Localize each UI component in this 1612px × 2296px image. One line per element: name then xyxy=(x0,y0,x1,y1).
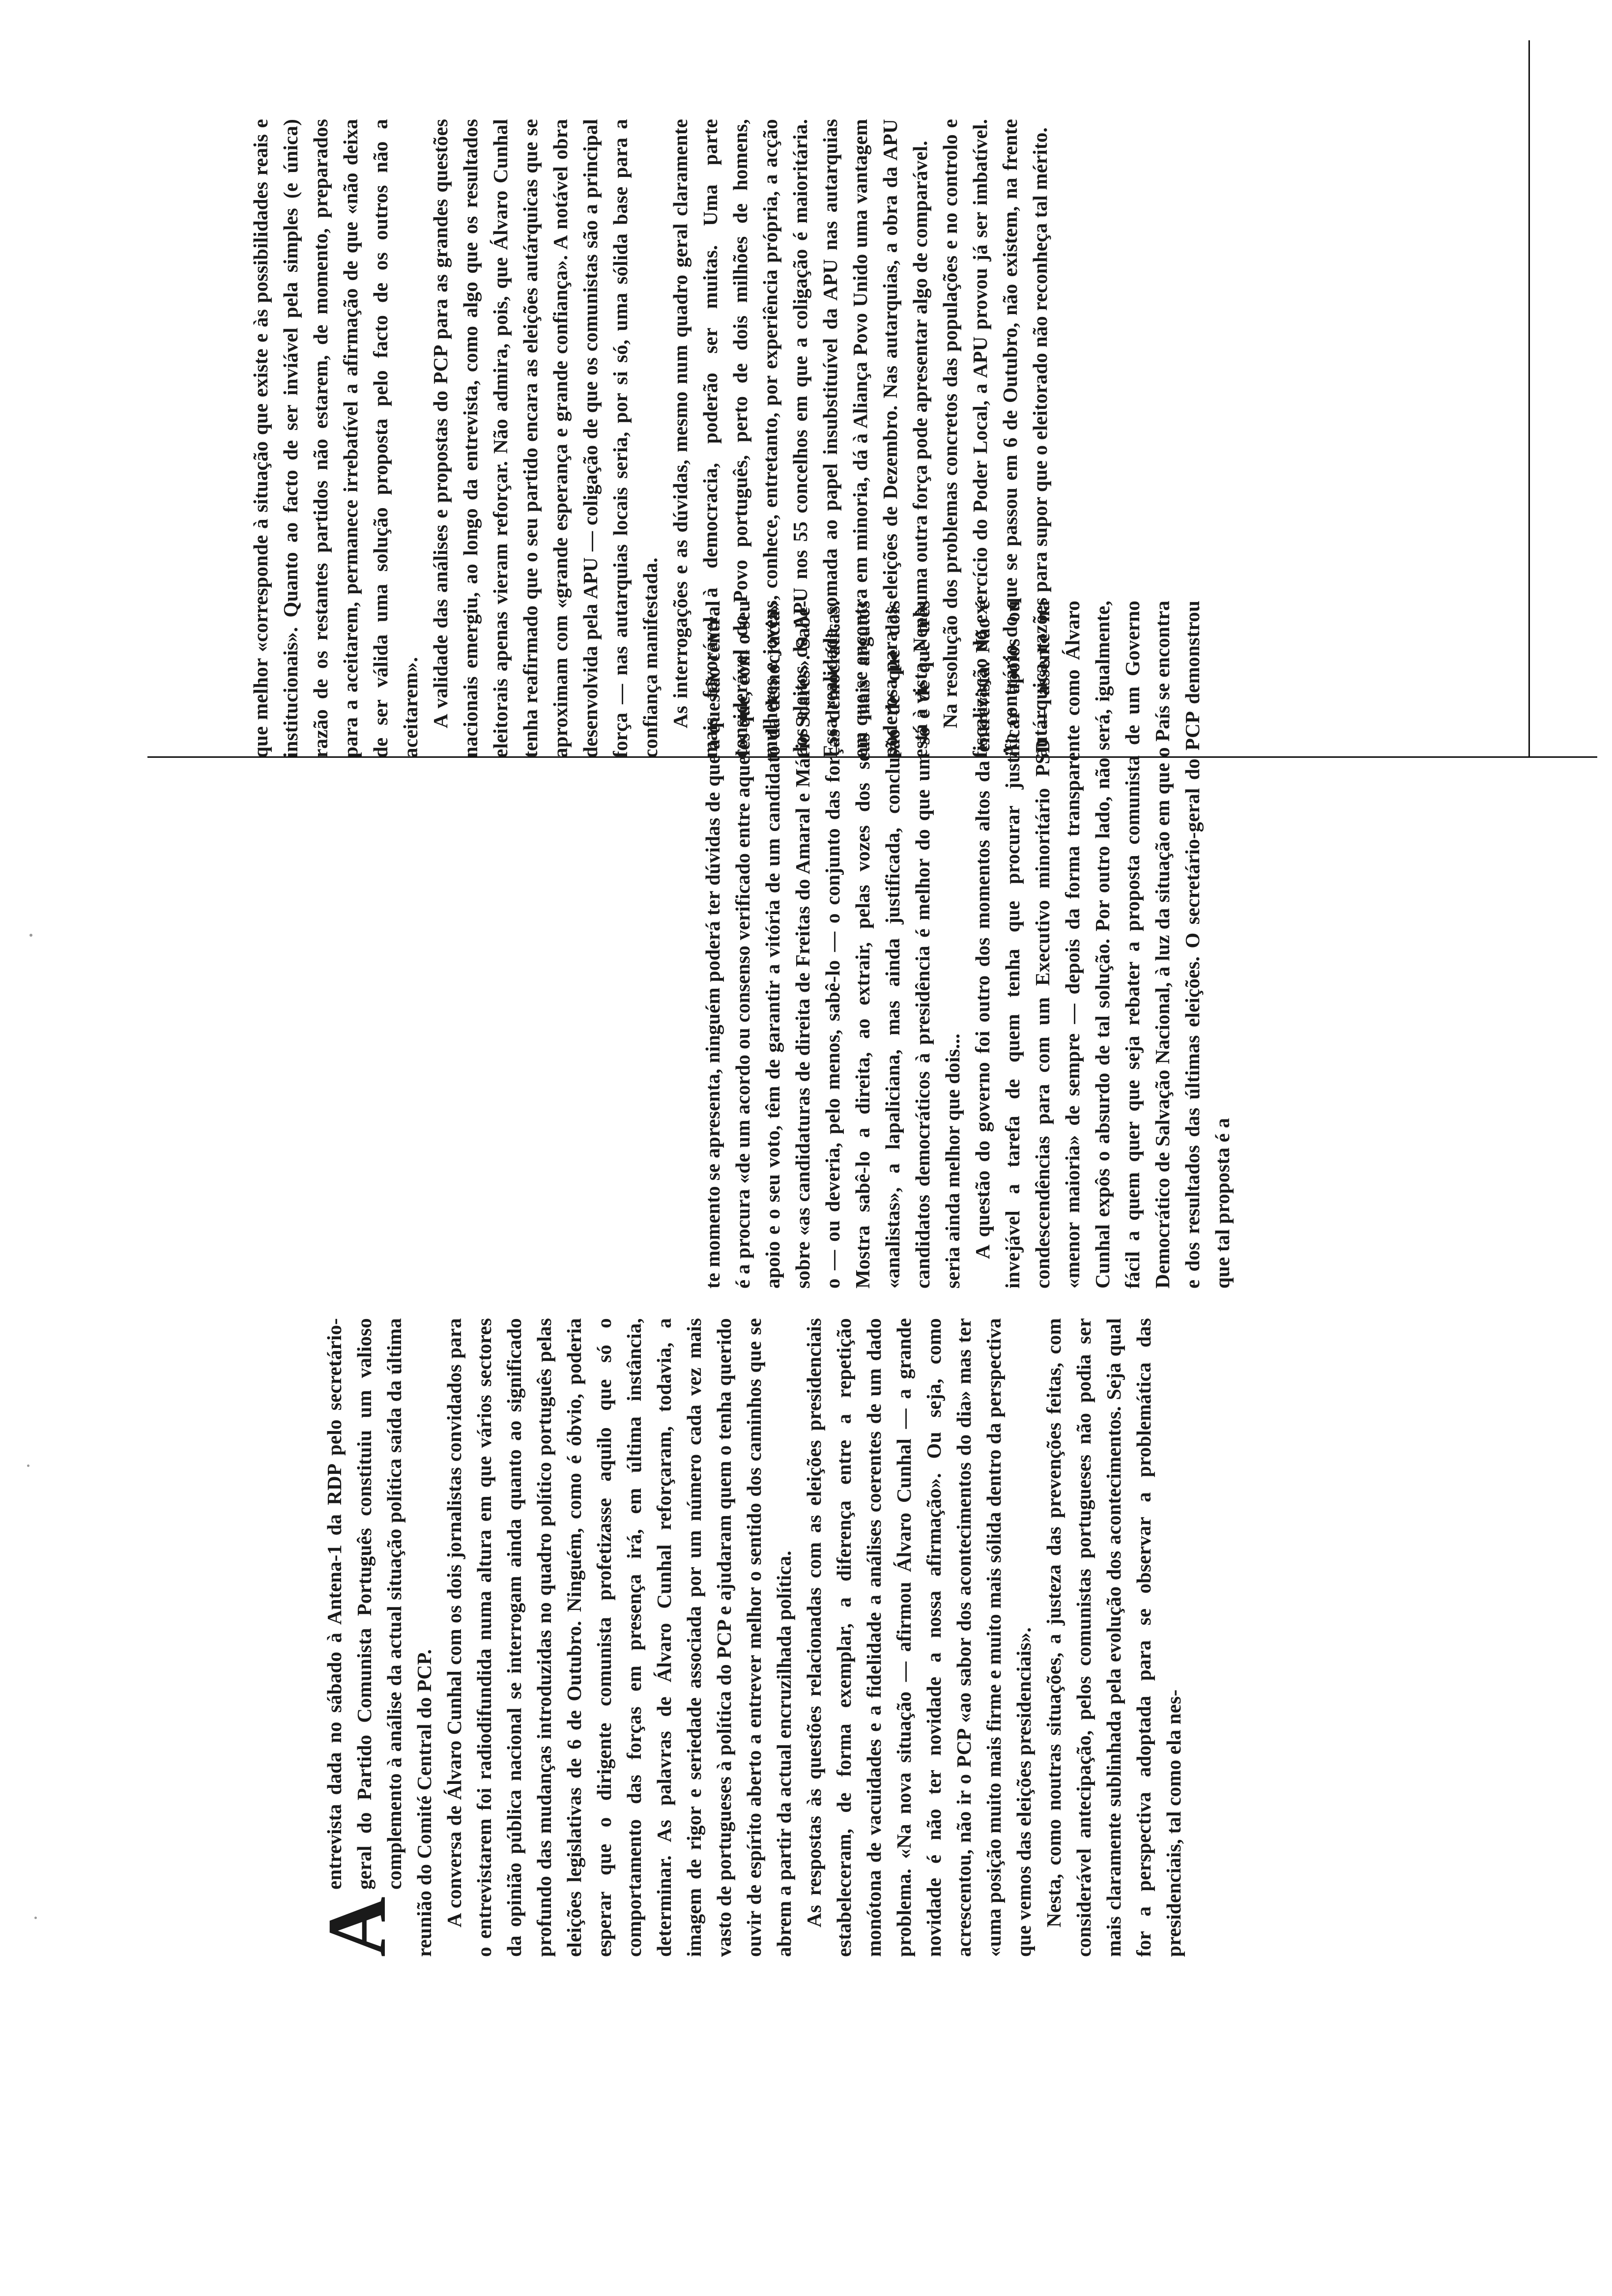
paragraph: As respostas às questões relacionadas com as eleições presidenciais estabeleceram, de forma exemplar, a diferença entre a repetição monótona de vacuidades e a fidelidade a análises coerentes de um dado problema. «Na nova situação — afirmou Álvaro Cunhal — a grande novidade é não ter novidade a nossa afirmação». Ou seja, como acrescentou, não ir o PCP «ao sabor dos acontecimentos do dia» mas ter «uma posição muito mais firme e muito mais sólida dentro da perspectiva que vemos das eleições presidenciais». xyxy=(803,1318,1035,1957)
article-column-1 xyxy=(311,1318,1189,1957)
paragraph-text: entrevista dada no sábado à Antena-1 da RDP pelo secretário-geral do Partido Comunista Português constituiu um valioso complemento à análise da actual situação política saída da última reunião do Comité Central do PCP. xyxy=(323,1318,435,1957)
paragraph: Nesta, como noutras situações, a justeza das prevenções feitas, com considerável antecipação, pelos comunistas portugueses não podia ser mais claramente sublinhada pela evolução dos acontecimentos. Seja qual for a perspectiva adoptada para se observar a problemática das presidenciais, tal como ela nes- xyxy=(1042,1318,1185,1957)
paragraph xyxy=(311,1318,439,1957)
paragraph: A validade das análises e propostas do PCP para as grandes questões nacionais emergiu, ao longo da entrevista, como algo que os resultados eleitorais apenas vieram reforçar. Não admira, pois, que Álvaro Cunhal tenha reafirmado que o seu partido encara as eleições autárquicas que se aproximam com «grande esperança e grande confiança». A notável obra desenvolvida pela APU — coligação de que os comunistas são a principal força — nas autarquias locais seria, por si só, uma sólida base para a confiança manifestada. xyxy=(429,119,662,758)
paragraph: te momento se apresenta, ninguém poderá ter dúvidas de que a questão central é a procura «de um acordo ou consenso verificado entre aqueles que, com o seu apoio e o seu voto, têm de garantir a vitória de um candidato da democracia» sobre «as candidaturas de direita de Freitas do Amaral e Mário Soares». Sabe-o — ou deveria, pelo menos, sabê-lo — o conjunto das forças democráticas. Mostra sabê-lo a direita, ao extrair, pelas vozes dos seus mais argutos «analistas», a lapaliciana, mas ainda justificada, conclusão de que dois candidatos democráticos à presidência é melhor do que um só e de que três seria ainda melhor que dois... xyxy=(701,601,964,1289)
paragraph: que melhor «corresponde à situação que existe e às possibilidades reais e institucionais». Quanto ao facto de ser inviável pela simples (e única) razão de os restantes partidos não estarem, de momento, preparados para a aceitarem, permanece irrebatível a afirmação de que «não deixa de ser válida uma solução proposta pelo facto de os outros não a aceitarem». xyxy=(249,119,422,758)
article-column-3 xyxy=(246,119,1055,758)
scan-speck xyxy=(34,1917,37,1919)
scan-speck xyxy=(27,1464,29,1467)
bottom-rule xyxy=(1528,40,1530,758)
paragraph: As interrogações e as dúvidas, mesmo num quadro geral claramente mais favorável à democracia, poderão ser muitas. Uma parte considerável do Povo português, perto de dois milhões de homens, mulheres e jovens, conhece, entretanto, por experiência própria, a acção dos eleitos da APU nos 55 concelhos em que a coligação é maioritária. Essa realidade, somada ao papel insubstituível da APU nas autarquias em que se encontra em minoria, dá à Aliança Povo Unido uma vantagem poderosa para as eleições de Dezembro. Nas autarquias, a obra da APU está à vista. Nenhuma outra força pode apresentar algo de comparável. xyxy=(669,119,931,758)
paragraph: A questão do governo foi outro dos momentos altos da entrevista. Não é invejável a tarefa de quem tenha que procurar justificar apoios ou condescendências para com um Executivo minoritário PSD — assente na «menor maioria» de sempre — depois da forma transparente como Álvaro Cunhal expôs o absurdo de tal solução. Por outro lado, não será, igualmente, fácil a quem quer que seja rebater a proposta comunista de um Governo Democrático de Salvação Nacional, à luz da situação em que o País se encontra e dos resultados das últimas eleições. O secretário-geral do PCP demonstrou que tal proposta é a xyxy=(971,601,1234,1289)
paragraph: Na resolução dos problemas concretos das populações e no controlo e fiscalização do exercício do Poder Local, a APU provou já ser imbatível. Ao contrário do que se passou em 6 de Outubro, não existem, na frente autárquica, razões para supor que o eleitorado não reconheça tal mérito. xyxy=(939,119,1051,758)
paragraph: A conversa de Álvaro Cunhal com os dois jornalistas convidados para o entrevistarem foi radiodifundida numa altura em que vários sectores da opinião pública nacional se interrogam ainda quanto ao significado profundo das mudanças introduzidas no quadro político português pelas eleições legislativas de 6 de Outubro. Ninguém, como é óbvio, poderia esperar que o dirigente comunista profetizasse aquilo que só o comportamento das forças em presença irá, em última instância, determinar. As palavras de Álvaro Cunhal reforçaram, todavia, a imagem de rigor e seriedade associada por um número cada vez mais vasto de portugueses à política do PCP e ajudaram quem o tenha querido ouvir de espírito aberto a entrever melhor o sentido dos caminhos que se abrem a partir da actual encruzilhada política. xyxy=(443,1318,795,1957)
drop-cap: A xyxy=(311,1896,403,1957)
scan-speck xyxy=(29,934,32,937)
